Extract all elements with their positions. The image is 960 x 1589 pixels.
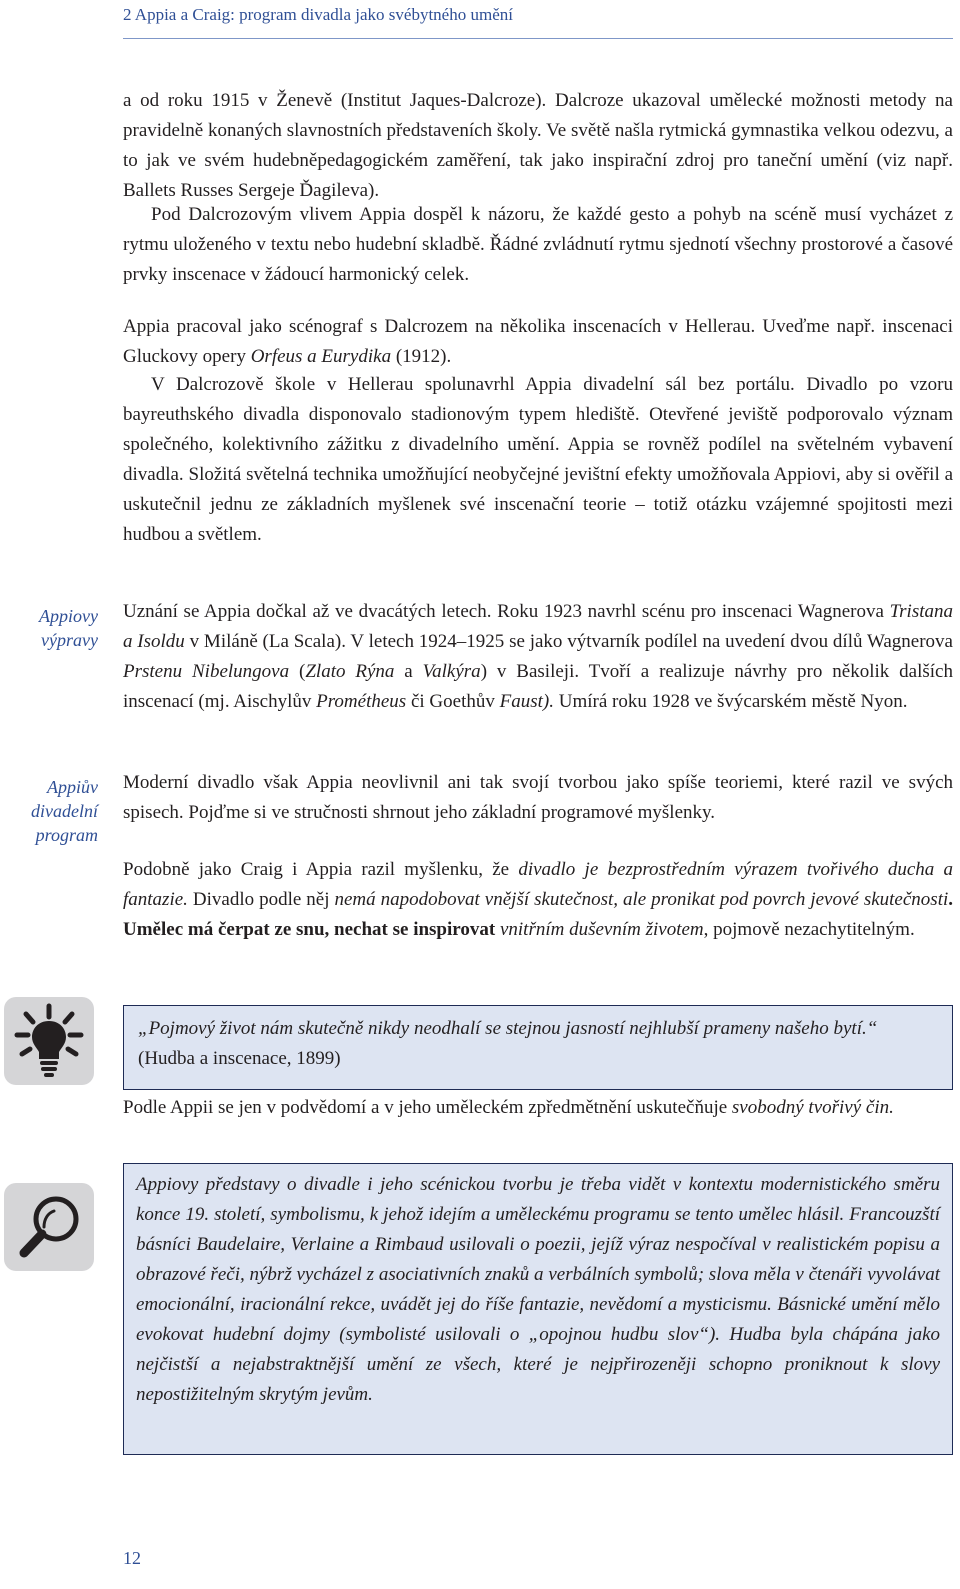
quote-text (138, 1014, 938, 1074)
paragraph-dalcroze-institute: a od roku 1915 v Ženevě (Institut Jaques-Dalcroze). Dalcroze ukazoval umělecké možnosti metody na pravidelně konaných slavnostních představeních školy. Ve světě našla rytmická gymnastika velkou odezvu, a to jak ve svém hudebněpedagogickém zaměření, tak jako inspirační zdroj pro taneční umění (viz např. Ballets Russes Sergeje Ďagileva). (123, 90, 953, 201)
emphasis: nemá napodobovat vnější skutečnost, ale pronikat pod povrch jevové skutečnosti (334, 889, 949, 910)
page-number: 12 (123, 1548, 141, 1568)
side-label-line: divadelní (31, 801, 98, 821)
work-title: Faust). (499, 691, 554, 712)
paragraph-program (123, 855, 953, 945)
text-run: Divadlo podle něj (187, 889, 335, 910)
paragraph-rhythm: Pod Dalcrozovým vlivem Appia dospěl k názoru, že každé gesto a pohyb na scéně musí vycházet z rytmu uloženého v textu nebo hudební skladbě. Řádné zvládnutí rytmu sjednotí všechny prostorové a časové prvky inscenace v žádoucí harmonický celek. (123, 204, 953, 285)
text-run: v Miláně (La Scala). V letech 1924–1925 se jako výtvarník podílel na uvedení dvou dílů Wagnerova (184, 631, 953, 652)
text-run: Uznání se Appia dočkal až ve dvacátých letech. Roku 1923 navrhl scénu pro inscenaci Wagnerova (123, 601, 890, 622)
paragraph-hellerau-theatre: V Dalcrozově škole v Hellerau spolunavrhl Appia divadelní sál bez portálu. Divadlo po vzoru bayreuthského divadla disponovalo stadionovým typem hlediště. Otevřené jeviště podporovalo význam společného, kolektivního zážitku z divadelního umění. Appia se rovněž podílel na světelném vybavení divadla. Složitá světelná technika umožňující neobyčejné jevištní efekty umožňovala Appiovi, aby si ověřil a uskutečnil jednu ze základních myšlenek své inscenační teorie – totiž otázku vzájemné spojitosti mezi hudbou a světlem. (123, 374, 953, 545)
text-run: či Goethův (406, 691, 500, 712)
emphasis: svobodný tvořivý čin. (731, 1097, 894, 1118)
running-header: 2 Appia a Craig: program divadla jako svébytného umění (123, 4, 953, 39)
paragraph-scenographer (123, 312, 953, 372)
emphasis: vnitřním duševním životem (499, 919, 704, 940)
text-run: , pojmově nezachytitelným. (703, 919, 915, 940)
side-label-line: Appiovy (39, 606, 98, 626)
side-label-line: Appiův (47, 777, 98, 797)
paragraph3-text: Appia pracoval jako scénograf s Dalcrozem na několika inscenacích v Hellerau. Uveďme např. inscenaci Gluckovy opery (123, 316, 953, 367)
text-run: ) v Basileji. Tvoří a realizuje návrhy pro několik dalších inscenací (mj. Aischylův (123, 661, 953, 712)
quote: „Pojmový život nám skutečně nikdy neodhalí se stejnou jasností nejhlubší prameny našeho bytí.“ (138, 1018, 878, 1039)
side-label-vypravy (0, 604, 98, 652)
side-label-program (0, 775, 98, 847)
emphasis: divadlo je bezprostředním výrazem tvořivého ducha a fantazie. (123, 859, 953, 910)
text-run: . Umělec má čerpat ze snu, nechat se inspirovat (123, 889, 954, 940)
context-note-box (123, 1163, 953, 1455)
work-title: Prstenu Nibelungova (123, 661, 290, 682)
text-run: ( (289, 661, 306, 682)
quote-box (123, 1005, 953, 1090)
text-run: Podle Appii se jen v podvědomí a v jeho uměleckém zpředmětnění uskutečňuje (123, 1097, 732, 1118)
paragraph-subconscious (123, 1093, 953, 1123)
paragraph3-opera-title: Orfeus a Eurydika (250, 346, 392, 367)
text-run: Podobně jako Craig i Appia razil myšlenku, že (123, 859, 519, 880)
work-title: Prométheus (316, 691, 407, 712)
work-title: Valkýra (422, 661, 481, 682)
text-run: Umírá roku 1928 ve švýcarském městě Nyon. (553, 691, 908, 712)
note-text: Appiovy představy o divadle i jeho scénickou tvorbu je třeba vidět v kontextu modernistického směru konce 19. století, symbolismu, k jehož idejím a uměleckému programu se tento umělec hlásil. Francouzští básníci Baudelaire, Verlaine a Rimbaud usilovali o poezii, jejíž výraz nespočíval v realistickém popisu a obrazové řeči, nýbrž vycházel z asociativních znaků a verbálních symbolů; slova měla v čtenáři vyvolávat emocionální, iracionální rekce, uvádět jej do říše fantazie, nevědomí a mysticismu. Básnické umění mělo evokovat hudební dojmy (symbolisté usilovali o „opojnou hudbu slov“). Hudba byla chápána jako nejčistší a nejabstraktnější umění ze všech, které je nejpřirozeněji schopno proniknout k slovy nepostižitelným skrytým jevům. (136, 1174, 940, 1405)
paragraph3-year: (1912). (391, 346, 452, 367)
side-label-line: výpravy (41, 630, 98, 650)
work-title: Zlato Rýna (305, 661, 395, 682)
work-title: Tristana a Isoldu (123, 601, 953, 652)
text-run: a (394, 661, 423, 682)
side-label-line: program (35, 825, 98, 845)
quote-source: (Hudba a inscenace, 1899) (138, 1048, 341, 1069)
magnifier-icon (4, 1183, 94, 1271)
lightbulb-icon (4, 997, 94, 1085)
paragraph-recognition (123, 597, 953, 717)
paragraph-modern-theatre: Moderní divadlo však Appia neovlivnil ani tak svojí tvorbou jako spíše teoriemi, které razil ve svých spisech. Pojďme si ve stručnosti shrnout jeho základní programové myšlenky. (123, 772, 953, 823)
